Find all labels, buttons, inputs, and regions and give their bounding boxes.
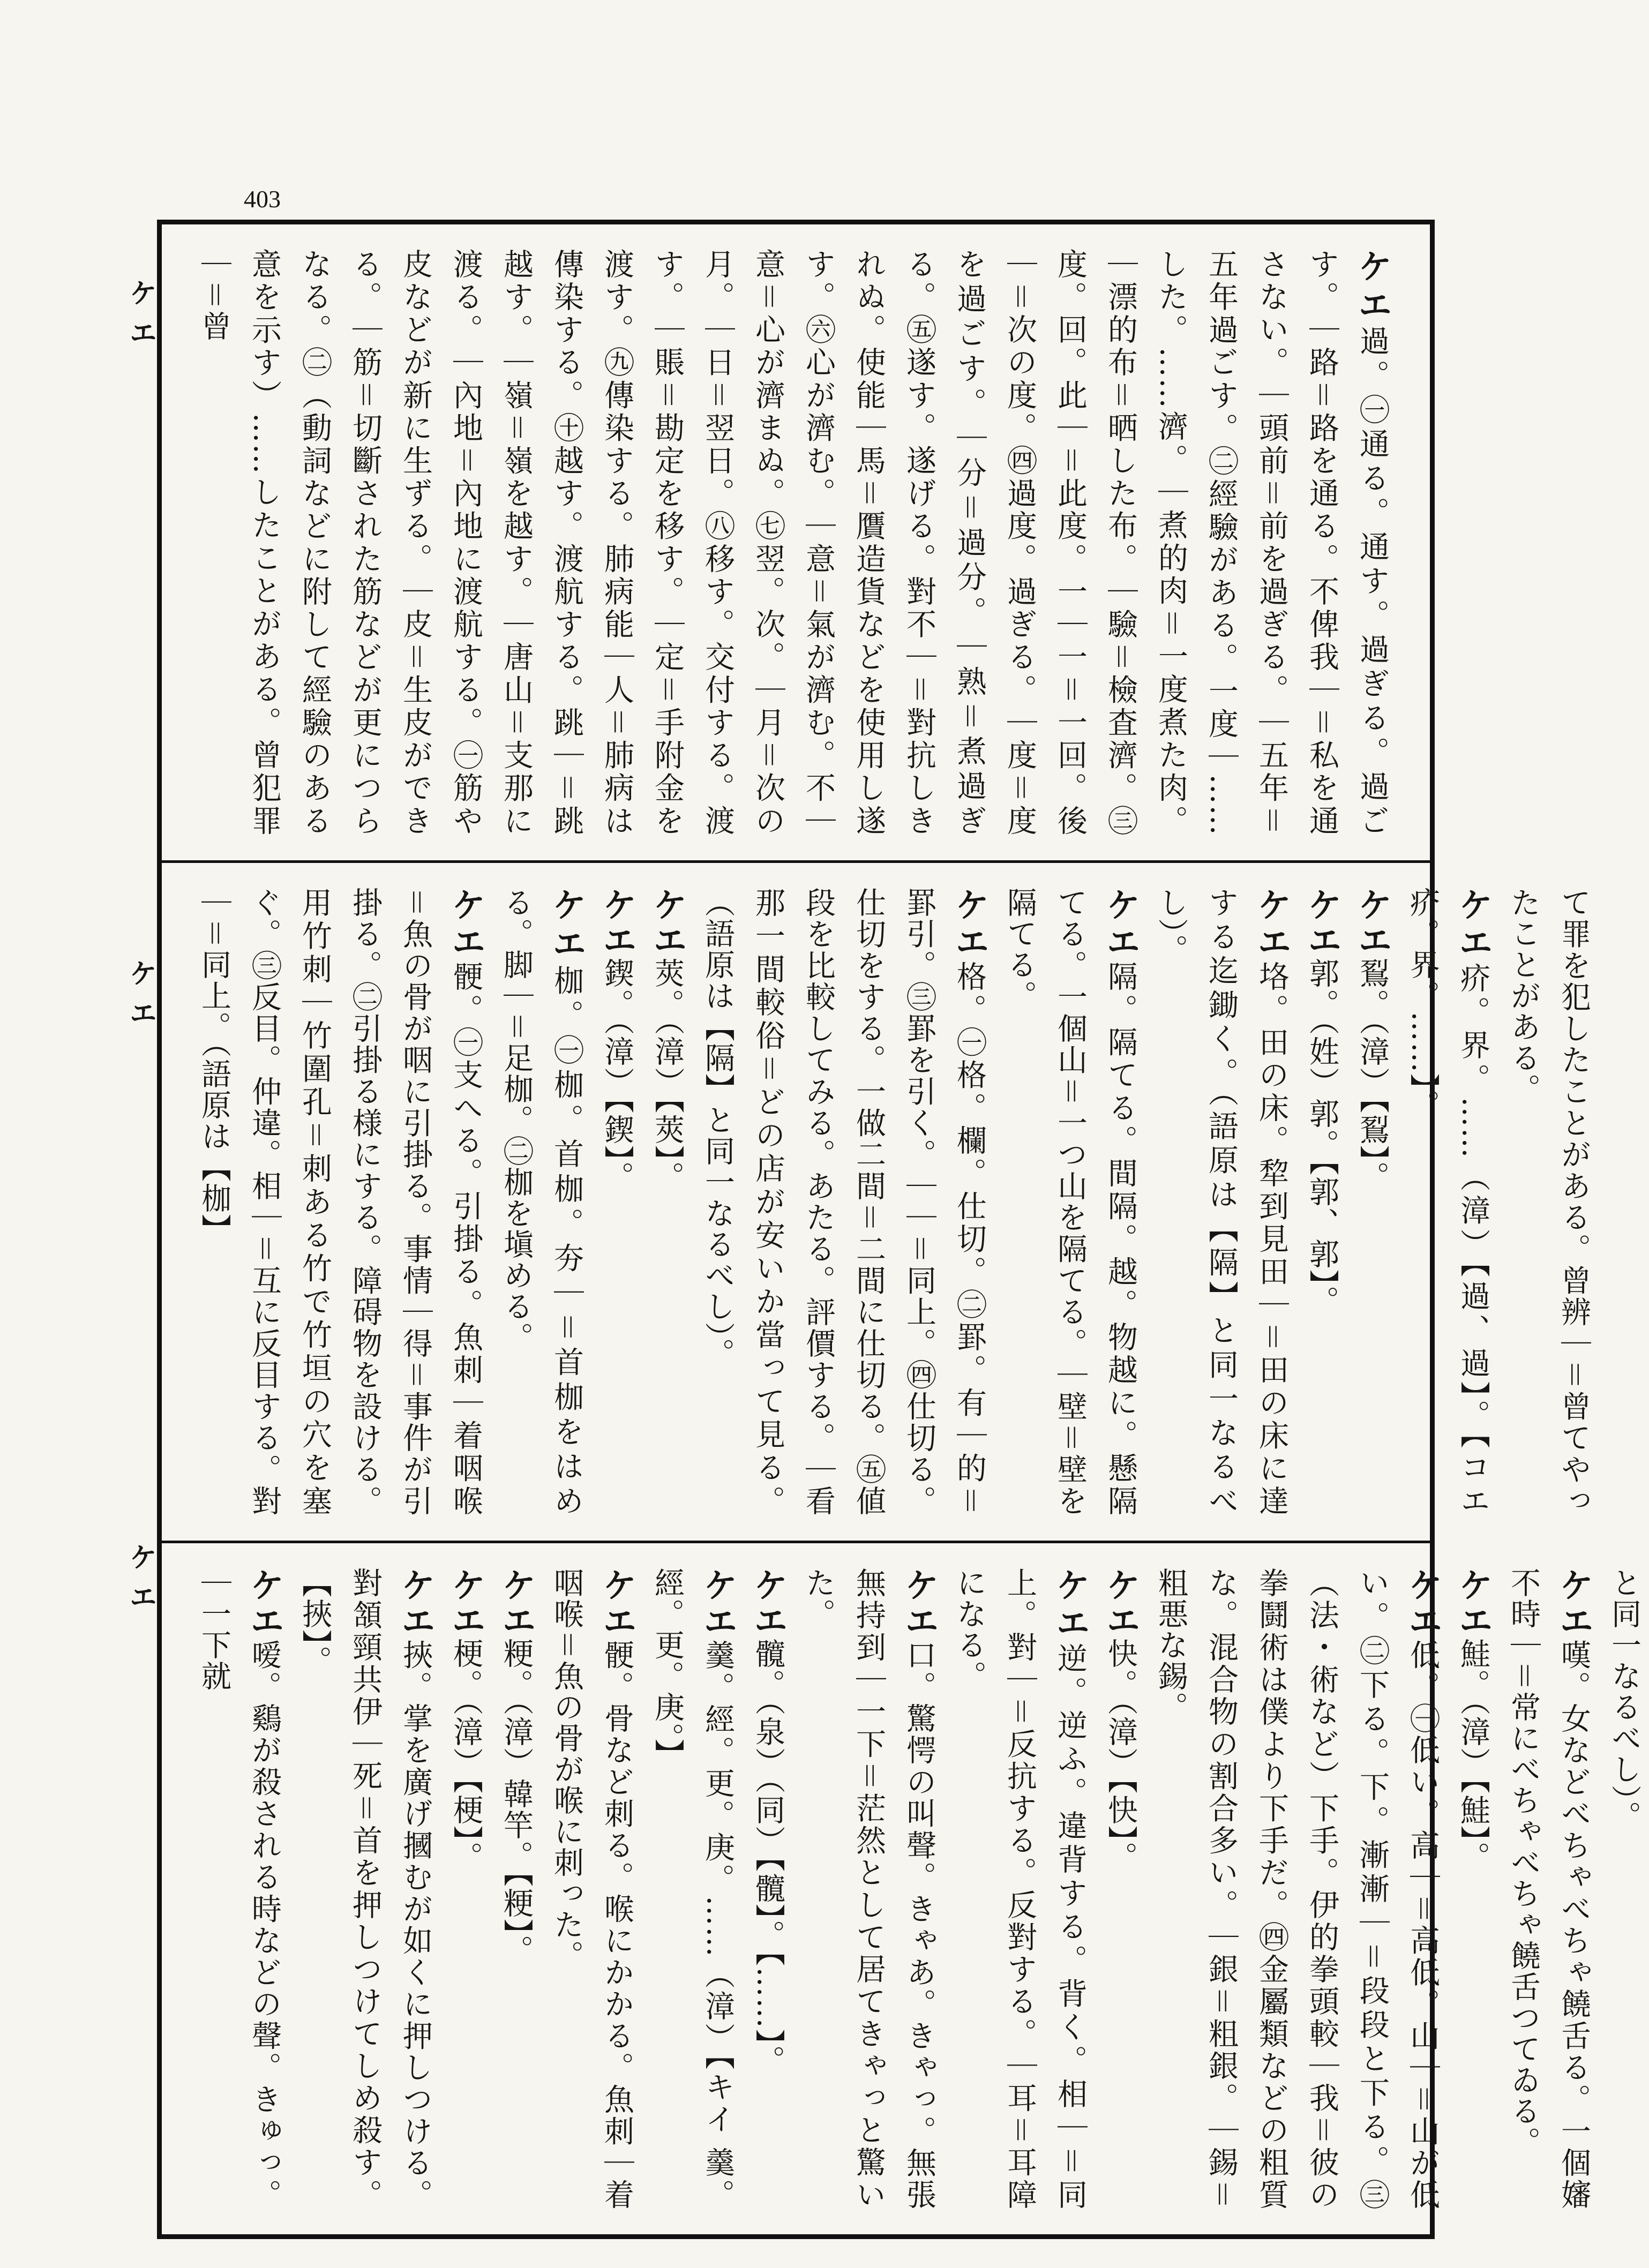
tier-1 [162, 224, 1430, 863]
entry-text: 口。驚愕の叫聲。きゃあ。きゃっ。無張無持到｜一下＝茫然として居てきゃっと驚いた。 [801, 1567, 936, 2211]
entry [491, 1567, 541, 2210]
entry-headword: ケエ [1352, 887, 1392, 958]
entry-headword: ケエ [546, 887, 586, 965]
entry [289, 1567, 440, 2210]
entry-text: 隔。隔てる。間隔。越。物越に。懸隔てる。一個山＝一つ山を隔てる。｜壁＝壁を隔てる。 [1002, 887, 1138, 1517]
entry-text: 低。㊀低い。高｜＝高低。山｜＝山が低い。㊁下る。下。漸漸｜＝段段と下る。㊂（法・術など）下手。伊的拳頭較｜我＝彼の拳鬪術は僕より下手だ。㊃金屬類などの粗質な。混合物の割合多い。｜銀＝粗銀。｜錫＝粗悪な錫。 [1153, 1567, 1440, 2211]
entry-text: 莢。（漳）【莢】。 [650, 958, 685, 1192]
entry-text: 郭。（姓）郭。【郭、郭】。 [1305, 958, 1339, 1317]
entry [1498, 887, 1599, 1516]
entry [189, 1567, 289, 2210]
entry [692, 887, 994, 1516]
entry [642, 1567, 743, 2210]
entry-text: 鴷。（漳）【鴷】。 [1355, 958, 1390, 1192]
tier-1-columns [189, 249, 1397, 836]
entry-text: 粳。（漳）韓竿。【粳】。 [499, 1638, 534, 1966]
entry-headword: ケエ [899, 1567, 939, 1640]
entry [944, 1567, 1095, 2210]
entry-headword: ケエ [446, 1567, 485, 1638]
entry-headword: ケエ [647, 887, 687, 958]
entry [189, 887, 491, 1516]
entry [1095, 1567, 1145, 2210]
entry-text: て罪を犯したことがある。曾辨｜＝曾てやったことがある。 [1506, 887, 1591, 1516]
entry-headword: ケエ [1453, 887, 1493, 963]
entry-text: 骾。骨など刺る。喉にかかる。魚刺｜着咽喉＝魚の骨が喉に刺った。 [549, 1567, 634, 2211]
margin-tab-bottom: ケエ [124, 1543, 157, 1622]
entry-headword: ケエ [1100, 1567, 1140, 1638]
entry-headword: ケエ [698, 1567, 737, 1640]
tier-3-columns [189, 1567, 1649, 2210]
entry [1498, 1567, 1599, 2210]
entry [1397, 887, 1498, 1516]
entry-headword: ケエ [1352, 249, 1392, 326]
entry-text: 羹。經。更。庚。……（漳）【キイ 羹。經。更。庚。】 [650, 1567, 735, 2210]
entry-text: 過。㊀通る。通す。過ぎる。過ごす。｜路＝路を通る。不俾我｜＝私を通さない。｜頭前＝前を過ぎる。｜五年＝五年過ごす。㊁經驗がある。一度｜……した。……濟。｜煮的肉＝一度煮た肉。｜漂的布＝晒した布。｜驗＝檢査濟。㊂度。回。此｜＝此度。一｜一＝一回。後｜＝次の度。㊃過度。過ぎる。｜度＝度を過ごす。｜分＝過分。｜熟＝煮過ぎる。㊄遂す。遂げる。對不｜＝對抗しきれぬ。使能｜馬＝贋造貨などを使用し遂す。㊅心が濟む。｜意＝氣が濟む。不｜意＝心が濟まぬ。㊆翌。次。｜月＝次の月。｜日＝翌日。㊇移す。交付する。渡す。｜賬＝勘定を移す。｜定＝手附金を渡す。㊈傳染する。肺病能｜人＝肺病は傳染する。㊉越す。渡航する。跳｜＝跳越す。｜嶺＝嶺を越す。｜唐山＝支那に渡る。｜內地＝內地に渡航する。㊀筋や皮などが新に生ずる。｜皮＝生皮ができる。｜筋＝切斷された筋などが更につらなる。㊁（動詞などに附して經驗のある意を示す）……したことがある。曾犯罪｜＝曾 [197, 249, 1390, 837]
entry-text: 嘆。女などべちゃべちゃ饒舌る。一個嬸不時｜＝常にべちゃべちゃ饒舌つてゐる。 [1506, 1567, 1591, 2211]
entry [1145, 887, 1296, 1516]
entry [189, 249, 1397, 836]
page-number: 403 [244, 185, 281, 213]
entry-headword: ケエ [1554, 1567, 1593, 1640]
entry-headword: ケエ [748, 1567, 788, 1638]
entry [541, 1567, 642, 2210]
entry-text: 骾。㊀支へる。引掛る。魚刺｜着咽喉＝魚の骨が咽に引掛る。事情｜得＝事件が引掛る。㊁引掛る様にする。障碍物を設ける。用竹刺｜竹圍孔＝刺ある竹で竹垣の穴を塞ぐ。㊂反目。仲違。相｜＝互に反目する。對｜＝同上。（語原は【枷】 [197, 887, 483, 1517]
tier-2 [162, 863, 1591, 1543]
entry-headword: ケエ [597, 1567, 636, 1640]
entry [1347, 887, 1397, 1516]
entry-headword: ケエ [1403, 1567, 1442, 1640]
entry-text: 鍥。（漳）【鍥】。 [599, 958, 634, 1192]
entry-text: 疥。界。……（漳）【過、過】。【コエ 疥。界。……】。 [1405, 887, 1490, 1517]
entry-headword: ケエ [1453, 1567, 1493, 1638]
entry-headword: ケエ [1251, 887, 1291, 962]
entry [591, 887, 642, 1516]
entry [440, 1567, 491, 2210]
entry-headword: ケエ [949, 887, 989, 962]
tier-3 [162, 1543, 1641, 2234]
entry-text: 挾。掌を廣げ摑むが如くに押しつける。對頷頸共伊｜死＝首を押しつけてしめ殺す。【挾】。 [297, 1567, 433, 2211]
entry-text: 格。㊀格。欄。仕切。㊁罫。有｜的＝罫引。㊂罫を引く。｜｜＝同上。㊃仕切る。仕切をする。一做二間＝二間に仕切る。㊄値段を比較してみる。あたる。評價する。｜看那一間較俗＝どの店が安いか當って見る。（語原は【隔】と同一なるべし）。 [700, 887, 987, 1517]
entry-headword: ケエ [1050, 1567, 1090, 1643]
entry [793, 1567, 944, 2210]
tier-2-columns [189, 887, 1599, 1516]
entry [1296, 887, 1347, 1516]
entry [994, 887, 1145, 1516]
entry-headword: ケエ [395, 1567, 435, 1640]
entry [642, 887, 692, 1516]
entry-headword: ケエ [446, 887, 485, 962]
entry [743, 1567, 793, 2210]
entry-headword: ケエ [597, 887, 636, 958]
entry [491, 887, 591, 1516]
entry-text: 快。（漳）【快】。 [1103, 1638, 1138, 1873]
entry-text: 逆。逆ふ。違背する。背く。相｜＝同上。對｜＝反抗する。反對する。｜耳＝耳障になる。 [952, 1567, 1088, 2211]
entry-headword: ケエ [496, 1567, 536, 1638]
entry [1599, 1567, 1649, 2210]
margin-tab-middle: ケエ [124, 959, 157, 1038]
entry-text: 垎。田の床。犂到見田｜＝田の床に達する迄鋤く。（語原は【隔】と同一なるべし）。 [1153, 887, 1289, 1517]
entry-text: 髖。（泉）（同）【髖】。【……】。 [751, 1638, 785, 2076]
entry-text: 鮭。（漳）【鮭】。 [1456, 1638, 1490, 1873]
entry-text: 嗳。鷄が殺される時などの聲。きゅっ。｜一下就 [197, 1567, 282, 2211]
entry-headword: ケエ [1302, 887, 1341, 958]
entry-text: 梗。（漳）【梗】。 [448, 1638, 483, 1873]
entry [1145, 1567, 1448, 2210]
entry-text: 枷。㊀枷。首枷。夯｜＝首枷をはめる。脚｜＝足枷。㊁枷を塡める。 [499, 887, 584, 1517]
entry-headword: ケエ [1100, 887, 1140, 962]
entry-text: と同一なるべし）。 [1607, 1567, 1641, 1832]
entry-headword: ケエ [244, 1567, 284, 1640]
margin-tab-top: ケエ [124, 279, 157, 358]
entry [1448, 1567, 1498, 2210]
dictionary-frame [157, 220, 1641, 2239]
